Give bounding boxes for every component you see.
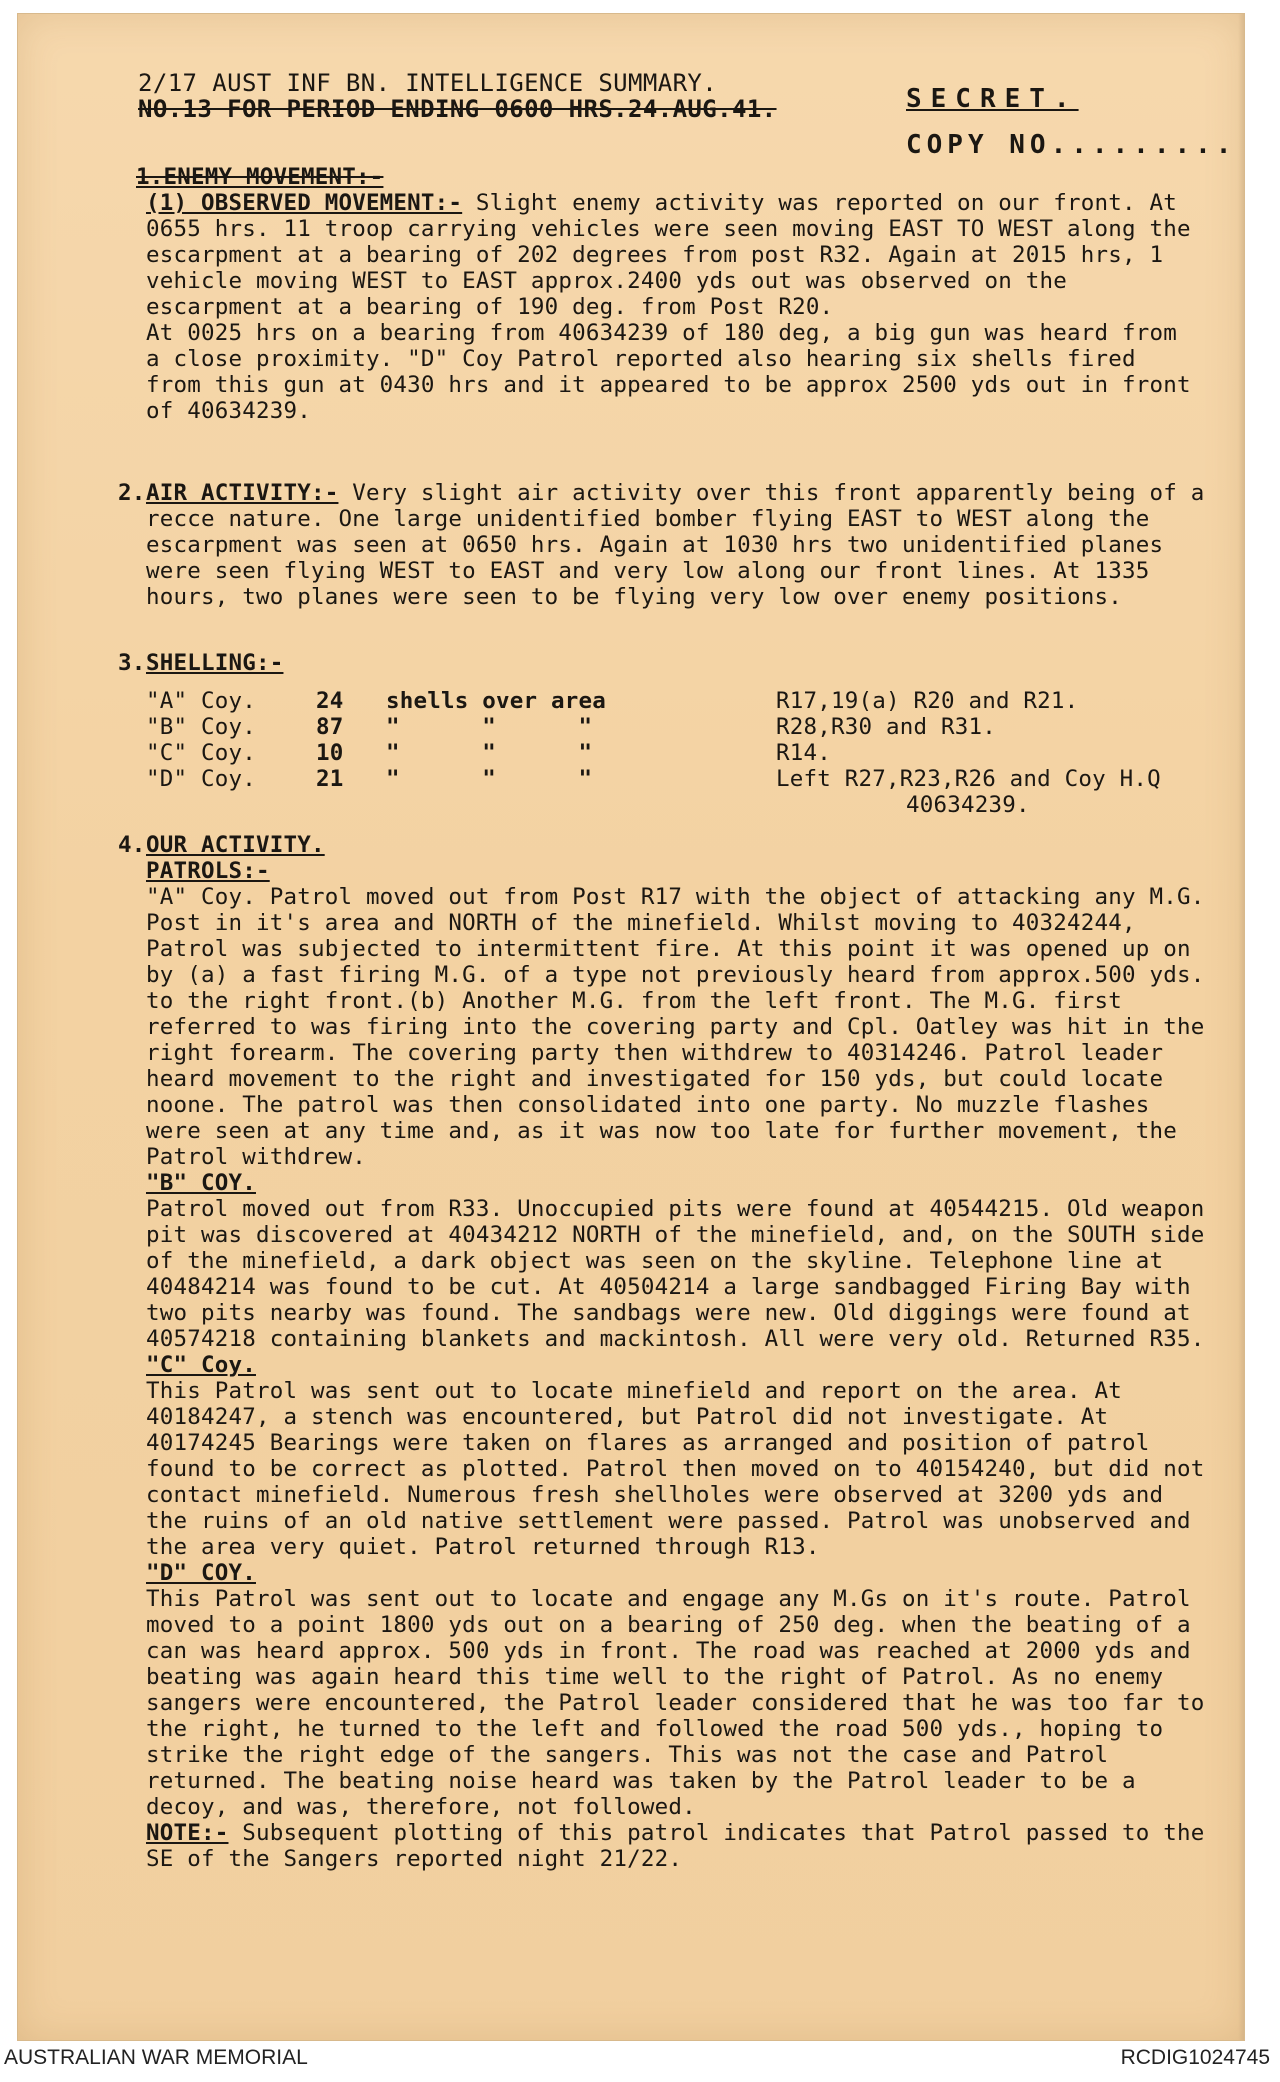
observed-movement-text: Slight enemy activity was reported on our front. At 0655 hrs. 11 troop carrying vehicles were seen moving EAST TO WEST along the escarpment at a bearing of 202 degrees from post R32. Again at 2015 hrs, 1 vehicle moving WEST to EAST approx.2400 yds out was observed on the escarpment at a bearing of 190 deg. from Post R20.: [146, 190, 1191, 320]
document-period: NO.13 FOR PERIOD ENDING 0600 HRS.24.AUG.41.: [138, 95, 777, 123]
section-number-shelling: 3.: [118, 650, 146, 676]
d-coy-patrol-text: This Patrol was sent out to locate and engage any M.Gs on it's route. Patrol moved to a point 1800 yds out on a bearing of 250 deg. when the beating of a can was heard approx. 500 yds in front. The road was reached at 2000 yds and beating was again heard this time well to the right of Patrol. As no enemy sangers were encountered, the Patrol leader considered that he was too far to the right, he turned to the left and followed the road 500 yds., hoping to strike the right edge of the sangers. This was not the case and Patrol returned. The beating noise heard was taken by the Patrol leader to be a decoy, and was, therefore, not followed.: [146, 1586, 1205, 1820]
classification-mark: SECRET.: [906, 84, 1079, 114]
archive-credit: AUSTRALIAN WAR MEMORIAL: [4, 2046, 308, 2069]
observed-movement-text-2: At 0025 hrs on a bearing from 40634239 of 180 deg, a big gun was heard from a close proximity. "D" Coy Patrol reported also hearing six shells fired from this gun at 0430 hrs and it appeared to be approx 2500 yds out in front of 40634239.: [146, 320, 1191, 424]
table-row: "B" Coy. 87 " " " R28,R30 and R31.: [146, 714, 996, 740]
section-air-activity: [146, 480, 1226, 610]
section-shelling: [146, 650, 1226, 818]
document-page: [18, 14, 1244, 2040]
section-number-air: 2.: [118, 480, 146, 506]
b-coy-label: "B" COY.: [146, 1170, 256, 1196]
table-row: "D" Coy. 21 " " " Left R27,R23,R26 and Coy H.Q: [146, 766, 1161, 792]
c-coy-patrol-text: This Patrol was sent out to locate minefield and report on the area. At 40184247, a stench was encountered, but Patrol did not investigate. At 40174245 Bearings were taken on flares as arranged and position of patrol found to be correct as plotted. Patrol then moved on to 40154240, but did not contact minefield. Numerous fresh shellholes were observed at 3200 yds and the ruins of an old native settlement were passed. Patrol was unobserved and the area very quiet. Patrol returned through R13.: [146, 1378, 1205, 1560]
copy-number: COPY NO.........: [906, 130, 1237, 160]
document-title: 2/17 AUST INF BN. INTELLIGENCE SUMMARY.: [138, 69, 718, 97]
shelling-label: SHELLING:-: [146, 650, 284, 676]
note-text: Subsequent plotting of this patrol indicates that Patrol passed to the SE of the Sangers reported night 21/22.: [146, 1820, 1205, 1872]
shelling-table: [146, 688, 1226, 818]
patrols-label: PATROLS:-: [146, 858, 270, 884]
note-label: NOTE:-: [146, 1820, 229, 1846]
b-coy-patrol-text: Patrol moved out from R33. Unoccupied pits were found at 40544215. Old weapon pit was discovered at 40434212 NORTH of the minefield, and, on the SOUTH side of the minefield, a dark object was seen on the skyline. Telephone line at 40484214 was found to be cut. At 40504214 a large sandbagged Firing Bay with two pits nearby was found. The sandbags were new. Old diggings were found at 40574218 containing blankets and mackintosh. All were very old. Returned R35.: [146, 1196, 1205, 1352]
table-row: "C" Coy. 10 " " " R14.: [146, 740, 831, 766]
c-coy-label: "C" Coy.: [146, 1352, 256, 1378]
air-activity-text: Very slight air activity over this front apparently being of a recce nature. One large unidentified bomber flying EAST to WEST along the escarpment was seen at 0650 hrs. Again at 1030 hrs two unidentified planes were seen flying WEST to EAST and very low along our front lines. At 1335 hours, two planes were seen to be flying very low over enemy positions.: [146, 480, 1205, 610]
air-activity-label: AIR ACTIVITY:-: [146, 480, 339, 506]
intelligence-summary: [18, 14, 1244, 2040]
d-coy-label: "D" COY.: [146, 1560, 256, 1586]
section-observed-movement: [146, 190, 1196, 424]
observed-movement-label: (1) OBSERVED MOVEMENT:-: [146, 190, 463, 216]
a-coy-patrol-text: "A" Coy. Patrol moved out from Post R17 with the object of attacking any M.G. Post in it's area and NORTH of the minefield. Whilst moving to 40324244, Patrol was subjected to intermittent fire. At this point it was opened up on by (a) a fast firing M.G. of a type not previously heard from approx.500 yds. to the right front.(b) Another M.G. from the left front. The M.G. first referred to was firing into the covering party and Cpl. Oatley was hit in the right forearm. The covering party then withdrew to 40314246. Patrol leader heard movement to the right and investigated for 150 yds, but could locate noone. The patrol was then consolidated into one party. No muzzle flashes were seen at any time and, as it was now too late for further movement, the Patrol withdrew.: [146, 884, 1205, 1170]
table-row: 40634239.: [906, 792, 1030, 818]
archive-reference: RCDIG1024745: [1120, 2046, 1270, 2069]
section-enemy-movement-title: 1.ENEMY MOVEMENT:-: [136, 164, 384, 190]
section-our-activity: [146, 832, 1216, 1872]
table-row: "A" Coy. 24 shells over area R17,19(a) R20 and R21.: [146, 688, 1079, 714]
section-number-activity: 4.: [118, 832, 146, 858]
our-activity-label: OUR ACTIVITY.: [146, 832, 325, 858]
